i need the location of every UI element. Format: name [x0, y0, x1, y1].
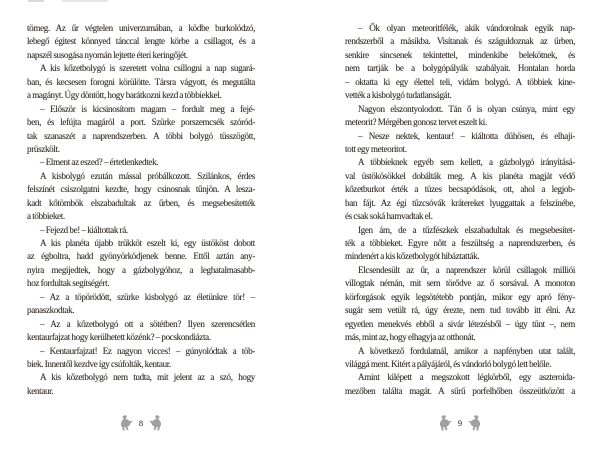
- text-line: A kis planéta újabb trükköt eszelt ki, egy üstököst dobott: [40, 238, 255, 248]
- text-line: egyetlen menekvés ebből a sivár létezésből – úgy tűnt –, nem: [345, 318, 575, 329]
- text-line: – Először is kicsinosítom magam – fordult meg a fejé-: [40, 103, 255, 114]
- page-right: [345, 22, 575, 432]
- text-line: rendszerből a másikba. Visítanak és száguldoznak az űrben,: [345, 36, 575, 47]
- text-line: villogtak némán, mit sem törődve az ő sorsával. A monoton: [345, 278, 575, 289]
- text-line: felszínét csiszolgatni kezdte, hogy csinosnak tűnjön. A lesza-: [27, 184, 255, 195]
- text-line: Nagyon elszontyolodott. Tán ő is olyan csúnya, mint egy: [358, 103, 575, 114]
- text-line: az égboltra, hadd gyönyörködjenek benne. Ettől aztán any-: [27, 251, 255, 262]
- text-line: – Ők olyan meteoritfélék, akik vándorolnak egyik nap-: [358, 23, 575, 33]
- text-line: – oktatta ki egy élettel teli, vidám bolygó. A többiek kine-: [345, 76, 575, 87]
- text-line: A kis kőzetbolygó nem tudta, mit jelent az a szó, hogy: [40, 372, 255, 383]
- centaur-ornament-icon: [468, 415, 481, 431]
- page-left: [27, 22, 255, 432]
- text-line: ban fájt. Az égi tűzcsóvák krátereket lyuggattak a felszínébe,: [345, 197, 575, 208]
- text-line: mezőben találta magát. A sűrű porfelhőben összeütközött a: [345, 385, 575, 396]
- text-line: senkire sincsenek tekintettel, mindenkibe belekötnek, és: [345, 49, 575, 60]
- text-line: Igen ám, de a tűzfészkek elszabadultak és megsebesítet-: [358, 224, 575, 235]
- text-line: tömeg. Az űr végtelen univerzumában, a ködbe burkolódzó,: [27, 23, 255, 33]
- text-line: körforgások egyik legsötétebb pontján, mikor egy apró fény-: [345, 291, 575, 302]
- text-line: val üstökösökkel dobálták meg. A kis planéta magját védő: [345, 170, 575, 181]
- text-line: A többieknek egyéb sem kellett, a gázbolygó irányításá-: [358, 157, 575, 168]
- text-line: A következő fordulatnál, amikor a napfényben utat talált,: [358, 345, 575, 356]
- text-line: lebegő égitest könnyed tánccal lengte körbe a csillagot, és a: [27, 36, 255, 47]
- page-left-text: [27, 22, 255, 398]
- text-line: Elcsendesült az űr, a naprendszer körül csillagok milliói: [358, 264, 575, 275]
- text-line: a magányt. Úgy döntött, hogy barátkozni kezd a többiekkel.: [27, 90, 222, 101]
- text-line: nem tartják be a bolygópályák szabályait. Hontalan horda: [345, 63, 575, 74]
- text-line: A kis kőzetbolygó is szeretett volna csillogni a nap sugará-: [40, 63, 255, 74]
- text-line: nyira megijedtek, hogy a gázbolygóhoz, a leghatalmasabb-: [27, 264, 255, 275]
- page-number: 9: [457, 418, 463, 429]
- text-line: – Az a töpörödött, szürke kisbolygó az életünkre tör! –: [40, 291, 255, 302]
- text-line: kentaur.: [27, 385, 54, 396]
- text-line: mindenért a kis kőzetbolygót hibáztatták.: [345, 251, 480, 262]
- text-line: a többieket.: [27, 211, 65, 222]
- page-right-footer: [345, 414, 575, 432]
- text-line: – Az a kőzetbolygó ott a sötétben? Ilyen szerencsétlen: [40, 318, 255, 329]
- text-line: tak szanaszét a naprendszerben. A többi bolygó tüsszögött,: [27, 130, 255, 141]
- text-line: biek. Innentől kezdve így csúfolták, kentaur.: [27, 358, 171, 369]
- text-line: – Nesze nektek, kentaur! – kiáltotta dühösen, és elhají-: [358, 130, 575, 141]
- text-line: – Kentaurfajzat! Ez nagyon vicces! – gúnyolódtak a töb-: [40, 345, 255, 356]
- text-line: ték a többieket. Egyre nőtt a feszültség a naprendszerben, és: [345, 238, 575, 248]
- text-line: ben, és lefújta magáról a port. Szürke porszemcsék szóród-: [27, 117, 255, 128]
- centaur-ornament-icon: [120, 415, 133, 431]
- text-line: – Fejezd be! – kiáltottak rá.: [40, 224, 128, 235]
- scan-artifact: [28, 0, 44, 2]
- text-line: és csak soká hamvadtak el.: [345, 211, 433, 222]
- text-line: kadt kőtömbök elszabadultak az űrben, és megsebesítették: [27, 197, 255, 208]
- text-line: kentaurfajzat hogy kerülhetett közénk? – pocskondiázta.: [27, 332, 211, 343]
- text-line: panaszkodtak.: [27, 305, 75, 316]
- text-line: Amint kilépett a megszokott légkörből, egy aszteroida-: [358, 372, 575, 383]
- text-line: más, mint az, hogy elhagyja az otthonát.: [345, 332, 476, 343]
- centaur-ornament-icon: [149, 415, 162, 431]
- text-line: meteorit? Mérgében gonosz tervet eszelt ki.: [345, 117, 487, 128]
- text-line: napszél susogása nyomán lejtette éteri keringőjét.: [27, 49, 188, 60]
- text-line: sugár sem vetült rá, úgy érezte, nem tud tovább itt élni. Az: [345, 305, 575, 316]
- text-line: kőzetburkot érték a tüzes becsapódások, ott, ahol a legjob-: [345, 184, 575, 195]
- text-line: vették a kisbolygó tudatlanságát.: [345, 90, 452, 101]
- page-right-text: [345, 22, 575, 398]
- text-line: hoz fordultak segítségért.: [27, 278, 110, 289]
- centaur-ornament-icon: [439, 415, 452, 431]
- text-line: ban, és kecsesen forogni körülötte. Társra vágyott, és megutálta: [27, 76, 255, 87]
- text-line: – Elment az eszed? – értetlenkedtek.: [40, 157, 159, 168]
- text-line: A kisbolygó ezután mással próbálkozott. Szilánkos, érdes: [40, 170, 255, 181]
- text-line: tott egy meteoritot.: [345, 143, 407, 154]
- page-number: 8: [138, 418, 144, 429]
- text-line: prüszkölt.: [27, 143, 60, 154]
- scan-artifact: [62, 0, 108, 2]
- page-left-footer: [27, 414, 255, 432]
- text-line: világgá ment. Kitért a pályájáról, és vándorló bolygó lett belőle.: [345, 358, 552, 369]
